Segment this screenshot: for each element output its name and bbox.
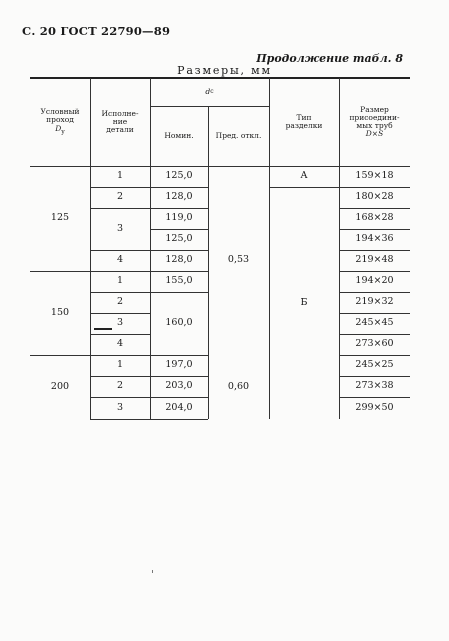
nominal-cell: 155,0 bbox=[165, 275, 193, 287]
nominal-cell: 203,0 bbox=[165, 380, 193, 392]
scan-speck bbox=[152, 570, 153, 573]
header-nominal-pass bbox=[30, 78, 90, 166]
pipe-cell: 299×50 bbox=[355, 401, 394, 413]
cut-type-a: А bbox=[300, 170, 308, 182]
pipe-cell: 168×28 bbox=[355, 212, 394, 224]
ink-mark bbox=[94, 328, 112, 330]
dy-200: 200 bbox=[50, 380, 70, 392]
variant-cell: 2 bbox=[116, 380, 124, 392]
header-tolerance: Пред. откл. bbox=[215, 131, 262, 141]
dy-125: 125 bbox=[50, 212, 70, 224]
nominal-cell: 204,0 bbox=[165, 401, 193, 413]
nominal-cell: 128,0 bbox=[165, 254, 193, 266]
symbol-letter: D bbox=[55, 123, 62, 133]
variant-cell: 1 bbox=[116, 275, 124, 287]
pipe-cell: 245×25 bbox=[355, 359, 394, 371]
table-continuation: Продолжение табл. 8 bbox=[256, 52, 403, 65]
header-pipe-size bbox=[339, 78, 410, 166]
header-symbol bbox=[55, 125, 65, 136]
nominal-cell: 125,0 bbox=[165, 170, 193, 182]
nominal-cell: 128,0 bbox=[165, 191, 193, 203]
variant-cell: 1 bbox=[116, 359, 124, 371]
header-line: ние bbox=[112, 116, 128, 126]
symbol-subscript: с bbox=[210, 87, 214, 95]
pipe-cell: 194×36 bbox=[355, 233, 394, 245]
nominal-cell: 197,0 bbox=[165, 359, 193, 371]
header-line: разделки bbox=[285, 121, 323, 130]
tolerance-053: 0,53 bbox=[227, 254, 250, 266]
variant-cell: 2 bbox=[116, 296, 124, 308]
cut-type-b: Б bbox=[300, 296, 308, 308]
pipe-cell: 194×20 bbox=[355, 275, 394, 287]
header-line: детали bbox=[106, 125, 134, 135]
header-variant bbox=[90, 78, 150, 166]
variant-cell: 3 bbox=[116, 317, 124, 329]
variant-cell: 4 bbox=[116, 254, 124, 266]
header-line: Условный bbox=[40, 107, 80, 117]
header-line: проход bbox=[46, 115, 74, 125]
header-line: присоедини- bbox=[349, 112, 400, 122]
pipe-cell: 273×38 bbox=[355, 380, 394, 392]
pipe-cell: 273×60 bbox=[355, 338, 394, 350]
pipe-cell: 219×32 bbox=[355, 296, 394, 308]
nominal-cell: 160,0 bbox=[165, 317, 193, 329]
header-line: мых труб bbox=[356, 121, 393, 130]
pipe-cell: 219×48 bbox=[355, 254, 394, 266]
header-line: Тип bbox=[296, 112, 312, 122]
header-line: D×S bbox=[365, 129, 384, 139]
pipe-cell: 245×45 bbox=[355, 317, 394, 329]
pipe-cell: 159×18 bbox=[355, 170, 394, 182]
table-bottom-rule bbox=[90, 419, 208, 420]
variant-cell: 4 bbox=[116, 338, 124, 350]
header-cut-type bbox=[269, 78, 339, 166]
nominal-cell: 125,0 bbox=[165, 233, 193, 245]
nominal-cell: 119,0 bbox=[165, 212, 193, 224]
variant-cell: 1 bbox=[116, 170, 124, 182]
header-line: Исполне- bbox=[101, 108, 139, 118]
header-line: Размер bbox=[360, 104, 389, 114]
table-caption: Размеры, мм bbox=[177, 64, 272, 77]
tolerance-060: 0,60 bbox=[227, 380, 250, 392]
header-nominal: Номин. bbox=[164, 131, 194, 141]
header-dc-group bbox=[150, 78, 269, 106]
symbol-subscript: у bbox=[61, 128, 65, 136]
page-header: С. 20 ГОСТ 22790—89 bbox=[22, 24, 171, 38]
variant-cell: 2 bbox=[116, 191, 124, 203]
pipe-cell: 180×28 bbox=[355, 191, 394, 203]
symbol-letter: d bbox=[205, 86, 211, 96]
variant-cell: 3 bbox=[116, 401, 124, 413]
dy-150: 150 bbox=[50, 306, 70, 318]
variant-cell: 3 bbox=[116, 222, 124, 234]
